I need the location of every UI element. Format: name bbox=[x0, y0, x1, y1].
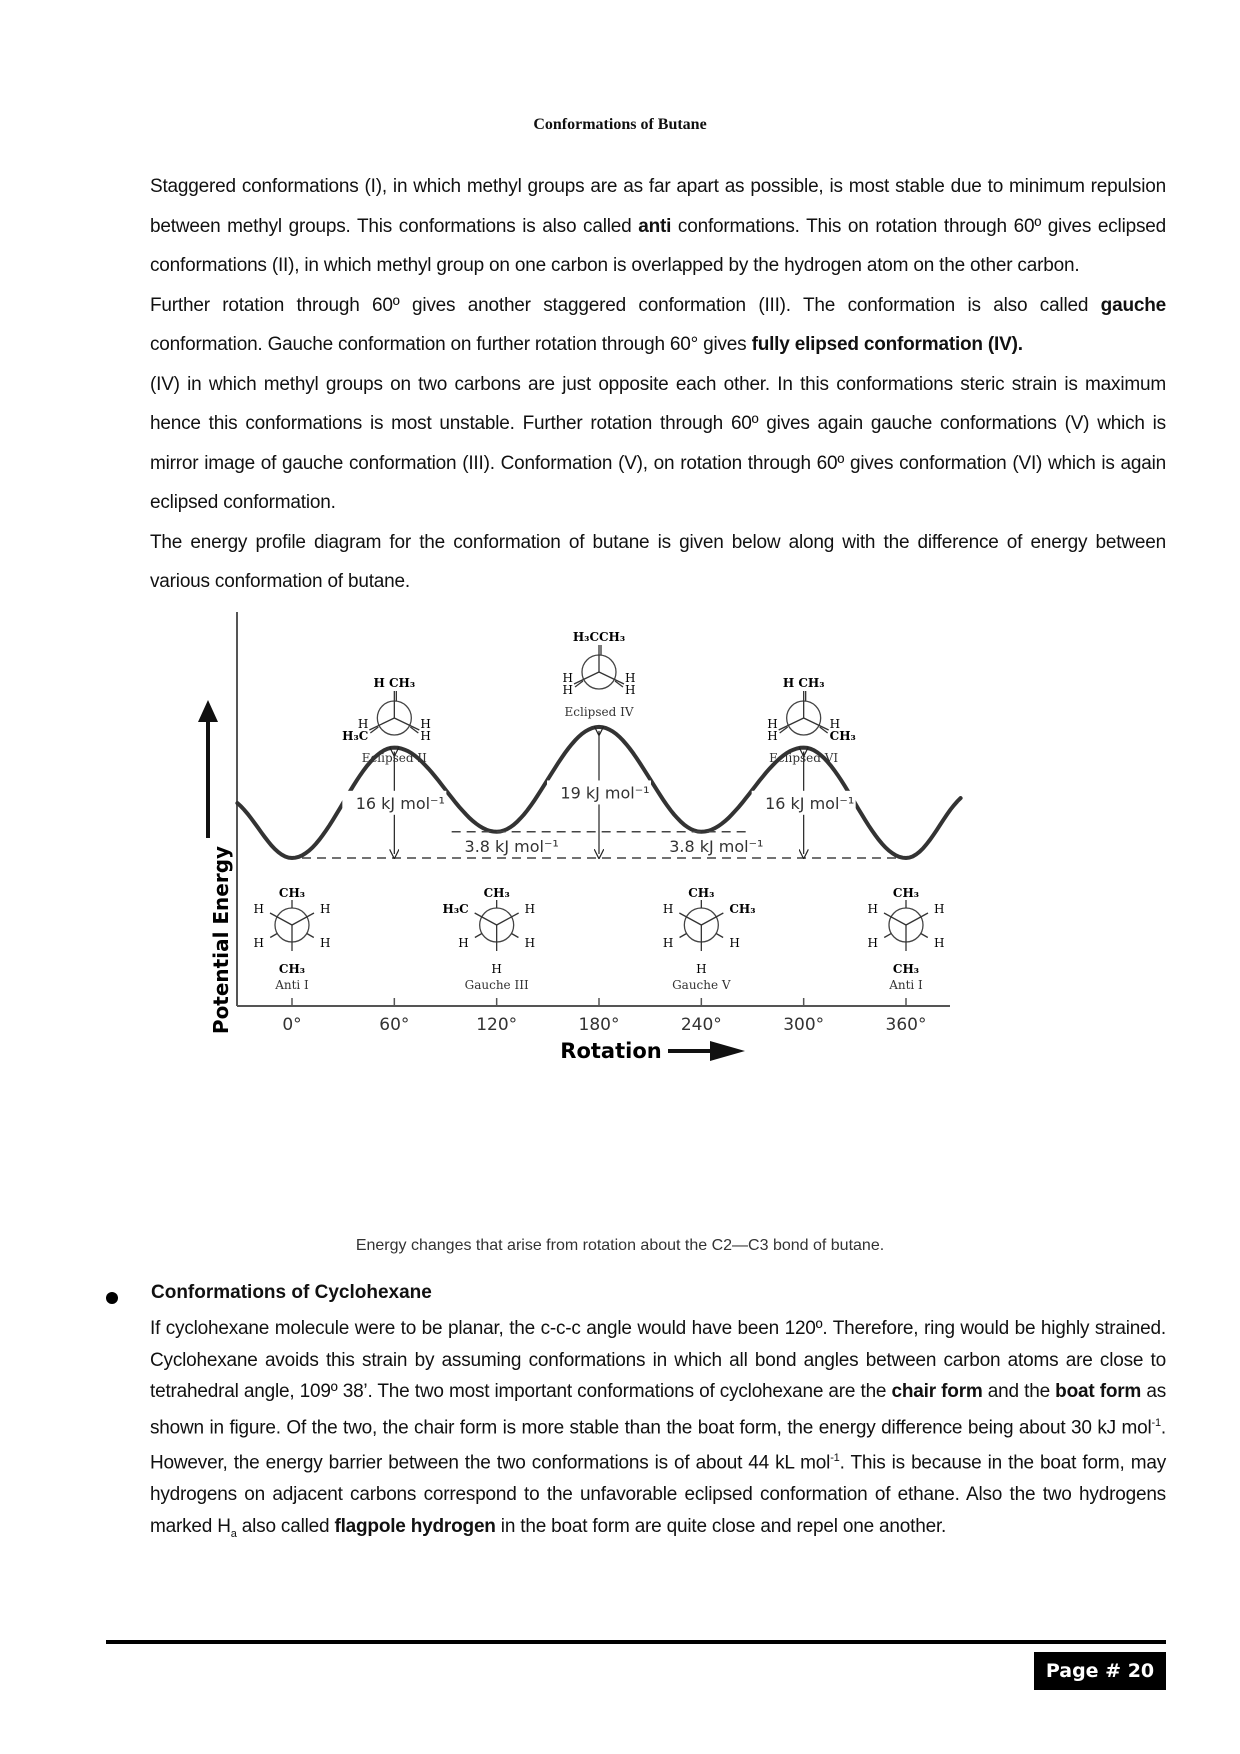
substituent-label: H bbox=[696, 962, 707, 976]
substituent-label: H bbox=[934, 902, 945, 916]
substituent-label: H bbox=[562, 683, 573, 697]
text-run: gauche bbox=[1100, 294, 1166, 316]
text-run: anti bbox=[638, 215, 672, 237]
text-run: a bbox=[230, 1527, 237, 1540]
substituent-label: H bbox=[934, 936, 945, 950]
substituent-label: H CH₃ bbox=[373, 676, 416, 690]
substituent-label: H bbox=[562, 671, 573, 685]
text-run: . However, the energy barrier between the two conformations is of about 44 kL mol bbox=[150, 1416, 1166, 1474]
front-bond bbox=[270, 913, 292, 925]
substituent-label: H bbox=[357, 717, 369, 731]
substituent-label: H bbox=[491, 962, 502, 976]
text-run: . This is because in the boat form, may hydrogens on adjacent carbons correspond to the unfavorable eclipsed conformation of ethane. Also the two hydrogens marked H bbox=[150, 1452, 1167, 1537]
front-bond bbox=[679, 913, 701, 925]
energy-difference-label: 19 kJ mol⁻¹ bbox=[560, 783, 650, 803]
substituent-label: CH₃ bbox=[688, 886, 715, 900]
substituent-label: CH₃ bbox=[892, 962, 920, 976]
text-run: flagpole hydrogen bbox=[334, 1515, 496, 1537]
energy-difference-label: 16 kJ mol⁻¹ bbox=[765, 793, 855, 813]
page-number-badge: Page # 20 bbox=[1034, 1652, 1166, 1690]
rear-bond bbox=[475, 934, 482, 938]
rear-bond bbox=[884, 934, 891, 938]
substituent-label: CH₃ bbox=[483, 886, 510, 900]
bullet-icon bbox=[106, 1292, 118, 1304]
front-bond bbox=[292, 913, 314, 925]
conformer-name: Eclipsed IV bbox=[564, 705, 634, 719]
front-bond bbox=[906, 913, 928, 925]
text-run: (IV) in which methyl groups on two carbons are just opposite each other. In this conformations steric strain is maximum hence this conformations is most unstable. Further rotation through 60º gives again gauche conformations (V) which is mirror image of gauche conformation (III). Conformation (V), on rotation through 60º gives conformation (VI) which is again eclipsed conformation. bbox=[150, 373, 1166, 513]
substituent-label: H CH₃ bbox=[782, 676, 825, 690]
substituent-label: H bbox=[662, 902, 674, 916]
substituent-label: H₃C bbox=[342, 729, 369, 743]
front-bond bbox=[369, 718, 394, 730]
newman-projection-anti-i bbox=[254, 886, 331, 992]
substituent-label: H bbox=[767, 729, 778, 743]
energy-profile-figure bbox=[190, 630, 1090, 1230]
front-bond bbox=[701, 913, 723, 925]
substituent-label: H bbox=[320, 902, 331, 916]
newman-projection-eclipsed-iv bbox=[563, 630, 636, 719]
text-run: as shown in figure. Of the two, the chair form is more stable than the boat form, the energy difference being about 30 kJ mol bbox=[150, 1381, 1167, 1438]
figure-caption: Energy changes that arise from rotation about the C2—C3 bond of butane. bbox=[355, 1237, 885, 1254]
substituent-label: H bbox=[867, 936, 878, 950]
newman-projection-eclipsed-ii bbox=[342, 676, 431, 765]
x-tick-label: 240° bbox=[680, 1015, 722, 1035]
front-bond bbox=[574, 672, 599, 684]
x-tick-label: 300° bbox=[783, 1015, 825, 1035]
paragraph bbox=[150, 167, 1166, 286]
text-run: fully elipsed conformation (IV). bbox=[751, 334, 1023, 355]
substituent-label: CH₃ bbox=[729, 902, 756, 916]
newman-projection-gauche-iii bbox=[443, 886, 536, 992]
front-bond bbox=[779, 718, 804, 730]
substituent-label: H₃C bbox=[442, 902, 469, 916]
front-bond bbox=[497, 913, 519, 925]
gauche-energy-label: 3.8 kJ mol⁻¹ bbox=[669, 836, 764, 856]
rear-bond bbox=[716, 934, 723, 938]
x-tick-label: 60° bbox=[379, 1015, 410, 1035]
y-axis-arrow-head bbox=[198, 700, 218, 722]
text-run: conformation. Gauche conformation on further rotation through 60° gives bbox=[150, 334, 752, 355]
conformer-name: Anti I bbox=[275, 978, 309, 992]
paragraph bbox=[150, 523, 1166, 602]
section-heading-cyclohexane: Conformations of Cyclohexane bbox=[151, 1282, 432, 1303]
rear-bond bbox=[680, 934, 687, 938]
front-bond bbox=[884, 913, 906, 925]
text-run: The energy profile diagram for the conformation of butane is given below along with the difference of energy between various conformation of butane. bbox=[150, 531, 1166, 592]
page-title: Conformations of Butane bbox=[533, 116, 707, 133]
front-bond bbox=[599, 672, 624, 684]
rear-bond bbox=[511, 934, 518, 938]
substituent-label: H bbox=[420, 729, 431, 743]
substituent-label: CH₃ bbox=[278, 962, 306, 976]
substituent-label: CH₃ bbox=[892, 886, 920, 900]
rear-bond bbox=[270, 934, 277, 938]
substituent-label: H bbox=[625, 683, 636, 697]
rear-bond bbox=[307, 934, 314, 938]
front-bond bbox=[804, 718, 829, 730]
substituent-label: CH₃ bbox=[829, 729, 856, 743]
newman-projection-gauche-v bbox=[663, 886, 756, 992]
substituent-label: H bbox=[420, 717, 431, 731]
paragraph bbox=[150, 286, 1166, 365]
substituent-label: H bbox=[829, 717, 841, 731]
butane-text bbox=[150, 167, 1166, 602]
conformer-name: Eclipsed II bbox=[361, 751, 427, 765]
x-tick-label: 0° bbox=[282, 1015, 302, 1035]
x-tick-label: 360° bbox=[885, 1015, 927, 1035]
substituent-label: H bbox=[625, 671, 636, 685]
text-run: -1 bbox=[830, 1452, 840, 1465]
gauche-energy-label: 3.8 kJ mol⁻¹ bbox=[464, 836, 559, 856]
front-bond bbox=[394, 718, 419, 730]
text-run: If cyclohexane molecule were to be planar, the c-c-c angle would have been 120º. Therefore, ring would be highly strained. Cyclohexane avoids this strain by assuming conformations in which all bond angles between carbon atoms are close to tetrahedral angle, 109º 38’. The two most important conformations of cyclohexane are the bbox=[150, 1318, 1166, 1402]
x-tick-label: 120° bbox=[476, 1015, 518, 1035]
text-run: also called bbox=[236, 1515, 335, 1537]
newman-projection-eclipsed-vi bbox=[767, 676, 856, 765]
newman-projection-anti-i bbox=[868, 886, 945, 992]
x-axis-label: Rotation bbox=[560, 1039, 662, 1063]
energy-difference-label: 16 kJ mol⁻¹ bbox=[355, 793, 445, 813]
substituent-label: H bbox=[458, 936, 469, 950]
substituent-label: CH₃ bbox=[278, 886, 306, 900]
substituent-label: H bbox=[524, 936, 536, 950]
substituent-label: H bbox=[253, 936, 264, 950]
text-run: chair form bbox=[891, 1381, 983, 1402]
paragraph bbox=[150, 365, 1166, 523]
x-axis-arrow-head bbox=[710, 1041, 745, 1061]
text-run: -1 bbox=[1151, 1416, 1161, 1429]
rear-bond bbox=[921, 934, 928, 938]
substituent-label: H bbox=[524, 902, 536, 916]
text-run: Staggered conformations (I), in which methyl groups are as far apart as possible, is most stable due to minimum repulsion between methyl groups. This conformations is also called bbox=[150, 176, 1166, 237]
substituent-label: H bbox=[767, 717, 778, 731]
y-axis-label: Potential Energy bbox=[209, 845, 233, 1035]
text-run: and the bbox=[982, 1381, 1056, 1402]
front-bond bbox=[475, 913, 497, 925]
conformer-name: Gauche III bbox=[464, 978, 529, 992]
cyclohexane-text bbox=[150, 1313, 1166, 1550]
text-run: boat form bbox=[1055, 1381, 1142, 1402]
substituent-label: H bbox=[867, 902, 878, 916]
footer-rule bbox=[106, 1640, 1166, 1644]
substituent-label: H bbox=[729, 936, 740, 950]
substituent-label: H bbox=[320, 936, 331, 950]
substituent-label: H bbox=[253, 902, 264, 916]
conformer-name: Eclipsed VI bbox=[769, 751, 839, 765]
conformer-name: Gauche V bbox=[672, 978, 731, 992]
substituent-label: H bbox=[662, 936, 674, 950]
energy-profile-chart bbox=[190, 630, 1090, 1230]
substituent-label: H₃CCH₃ bbox=[572, 630, 626, 644]
text-run: Further rotation through 60º gives another staggered conformation (III). The conformation is also called bbox=[150, 294, 1101, 316]
x-tick-label: 180° bbox=[578, 1015, 620, 1035]
text-run: conformations. This on rotation through 60º gives eclipsed conformations (II), in which methyl group on one carbon is overlapped by the hydrogen atom on the other carbon. bbox=[150, 215, 1166, 276]
conformer-name: Anti I bbox=[889, 978, 923, 992]
text-run: in the boat form are quite close and repel one another. bbox=[495, 1515, 947, 1537]
